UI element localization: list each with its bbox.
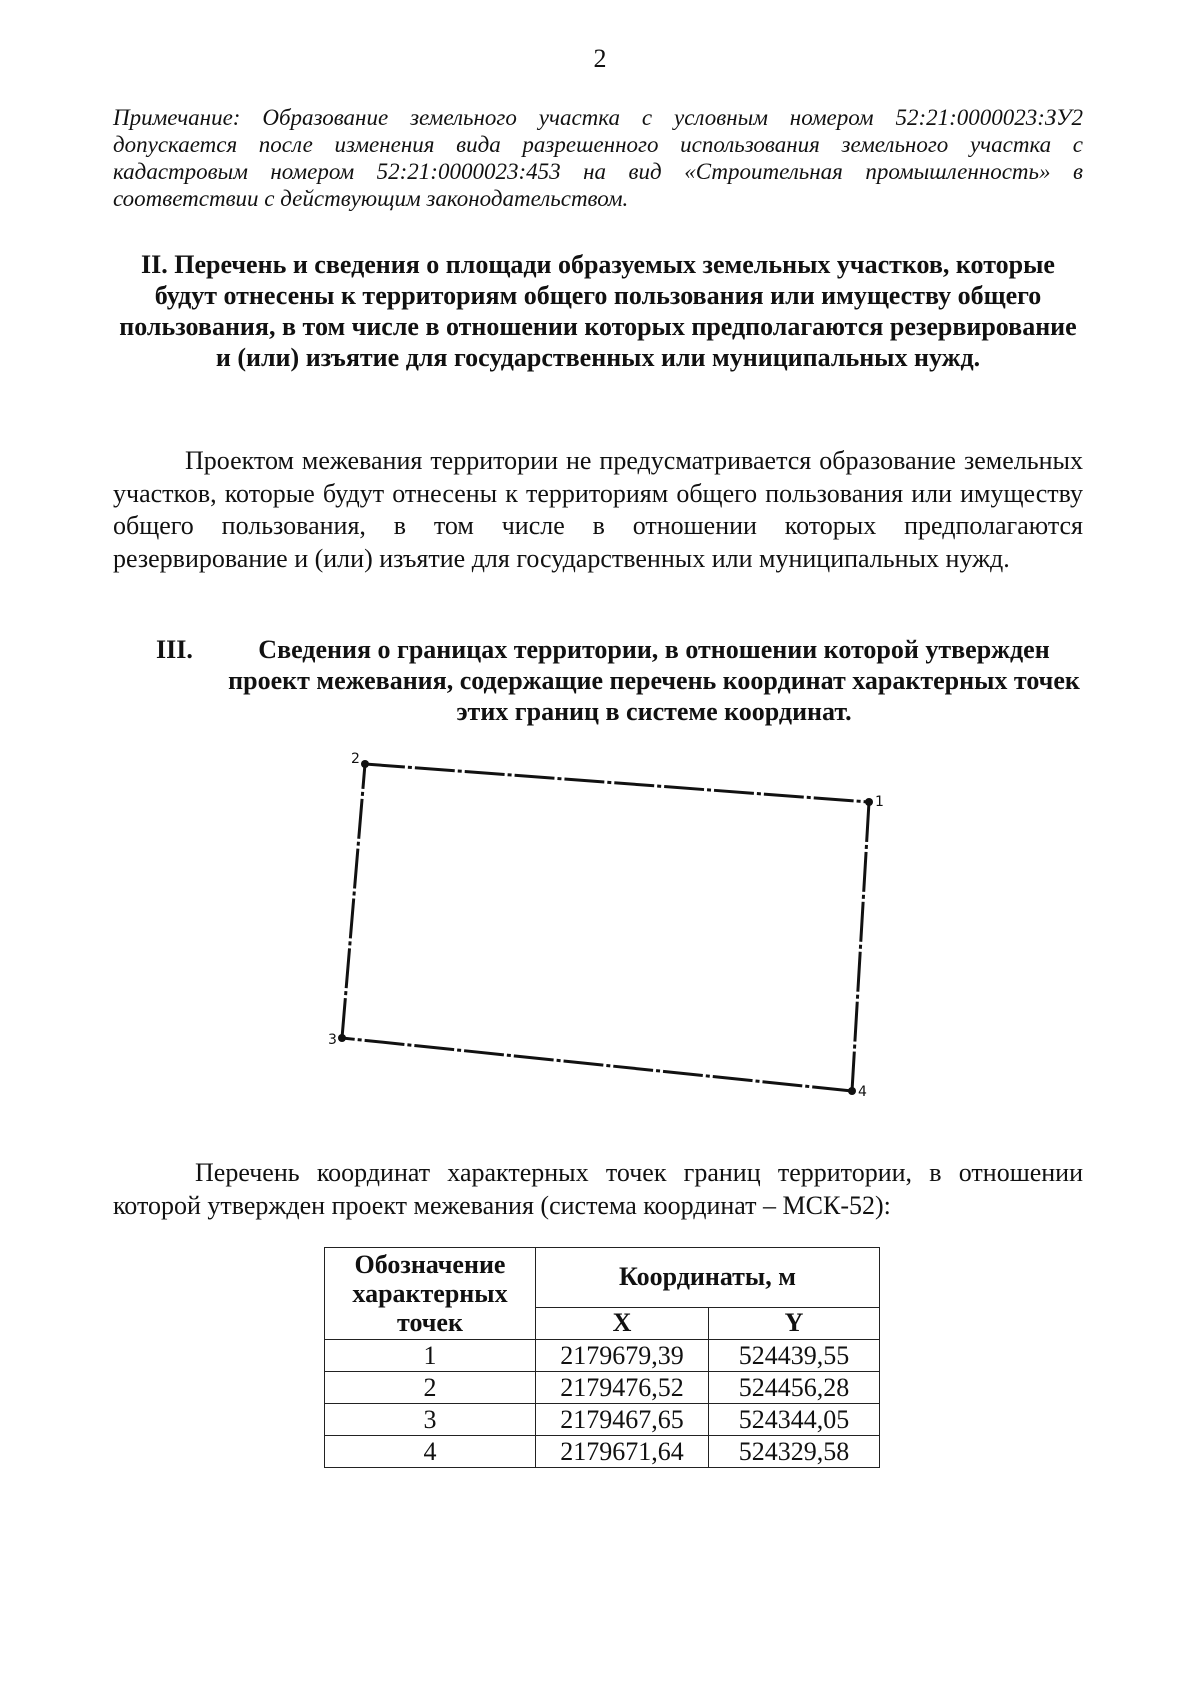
section-2-text: Проектом межевания территории не предусматривается образование земельных участков, которые будут отнесены к территориям общего пользования или имуществу общего пользования, в том числе в отношении которых предполагаются резервирование и (или) изъятие для государственных или муниципальных нужд. [113,446,1083,573]
coordinates-table [324,1247,880,1468]
header-y: Y [709,1307,880,1339]
table-row [325,1372,880,1404]
cell-point: 1 [325,1340,536,1372]
note-paragraph: Примечание: Образование земельного участка с условным номером 52:21:0000023:ЗУ2 допускается после изменения вида разрешенного использования земельного участка с кадастровым номером 52:21:0000023:453 на вид «Строительная промышленность» в соответствии с действующим законодательством. [113,105,1083,211]
section-3-heading [150,634,1083,727]
header-x: X [536,1307,709,1339]
boundary-diagram [300,741,900,1101]
cell-point: 2 [325,1372,536,1404]
cell-x: 2179679,39 [536,1340,709,1372]
page-number: 2 [593,44,607,73]
header-point: Обозначение характерных точек [325,1248,536,1340]
table-header-row [325,1248,880,1308]
cell-x: 2179467,65 [536,1404,709,1436]
boundary-point-4 [848,1087,856,1095]
header-coordinates: Координаты, м [536,1248,880,1308]
boundary-point-2 [361,760,369,768]
boundary-line-4-3 [342,1038,852,1091]
cell-y: 524439,55 [709,1340,880,1372]
cell-y: 524344,05 [709,1404,880,1436]
boundary-point-1 [865,798,873,806]
point-label-1: 1 [875,794,884,810]
cell-x: 2179671,64 [536,1436,709,1468]
table-row [325,1404,880,1436]
point-label-3: 3 [328,1032,337,1048]
section-3-number: III. [156,635,193,664]
boundary-line-2-1 [365,764,869,802]
table-row [325,1340,880,1372]
boundary-line-1-4 [852,802,869,1091]
cell-point: 4 [325,1436,536,1468]
section-3-title: Сведения о границах территории, в отношении которой утвержден проект межевания, содержащие перечень координат характерных точек этих границ в системе координат. [228,635,1080,726]
cell-y: 524456,28 [709,1372,880,1404]
boundary-point-3 [338,1034,346,1042]
coordinates-intro: Перечень координат характерных точек границ территории, в отношении которой утвержден проект межевания (система координат – МСК-52): [113,1158,1083,1220]
boundary-line-3-2 [342,764,365,1038]
table-row [325,1436,880,1468]
cell-y: 524329,58 [709,1436,880,1468]
point-label-2: 2 [351,751,360,767]
point-label-4: 4 [858,1084,867,1100]
cell-point: 3 [325,1404,536,1436]
cell-x: 2179476,52 [536,1372,709,1404]
section-2-heading: II. Перечень и сведения о площади образуемых земельных участков, которые будут отнесены к территориям общего пользования или имуществу общего пользования, в том числе в отношении которых предполагаются резервирование и (или) изъятие для государственных или муниципальных нужд. [119,250,1077,372]
